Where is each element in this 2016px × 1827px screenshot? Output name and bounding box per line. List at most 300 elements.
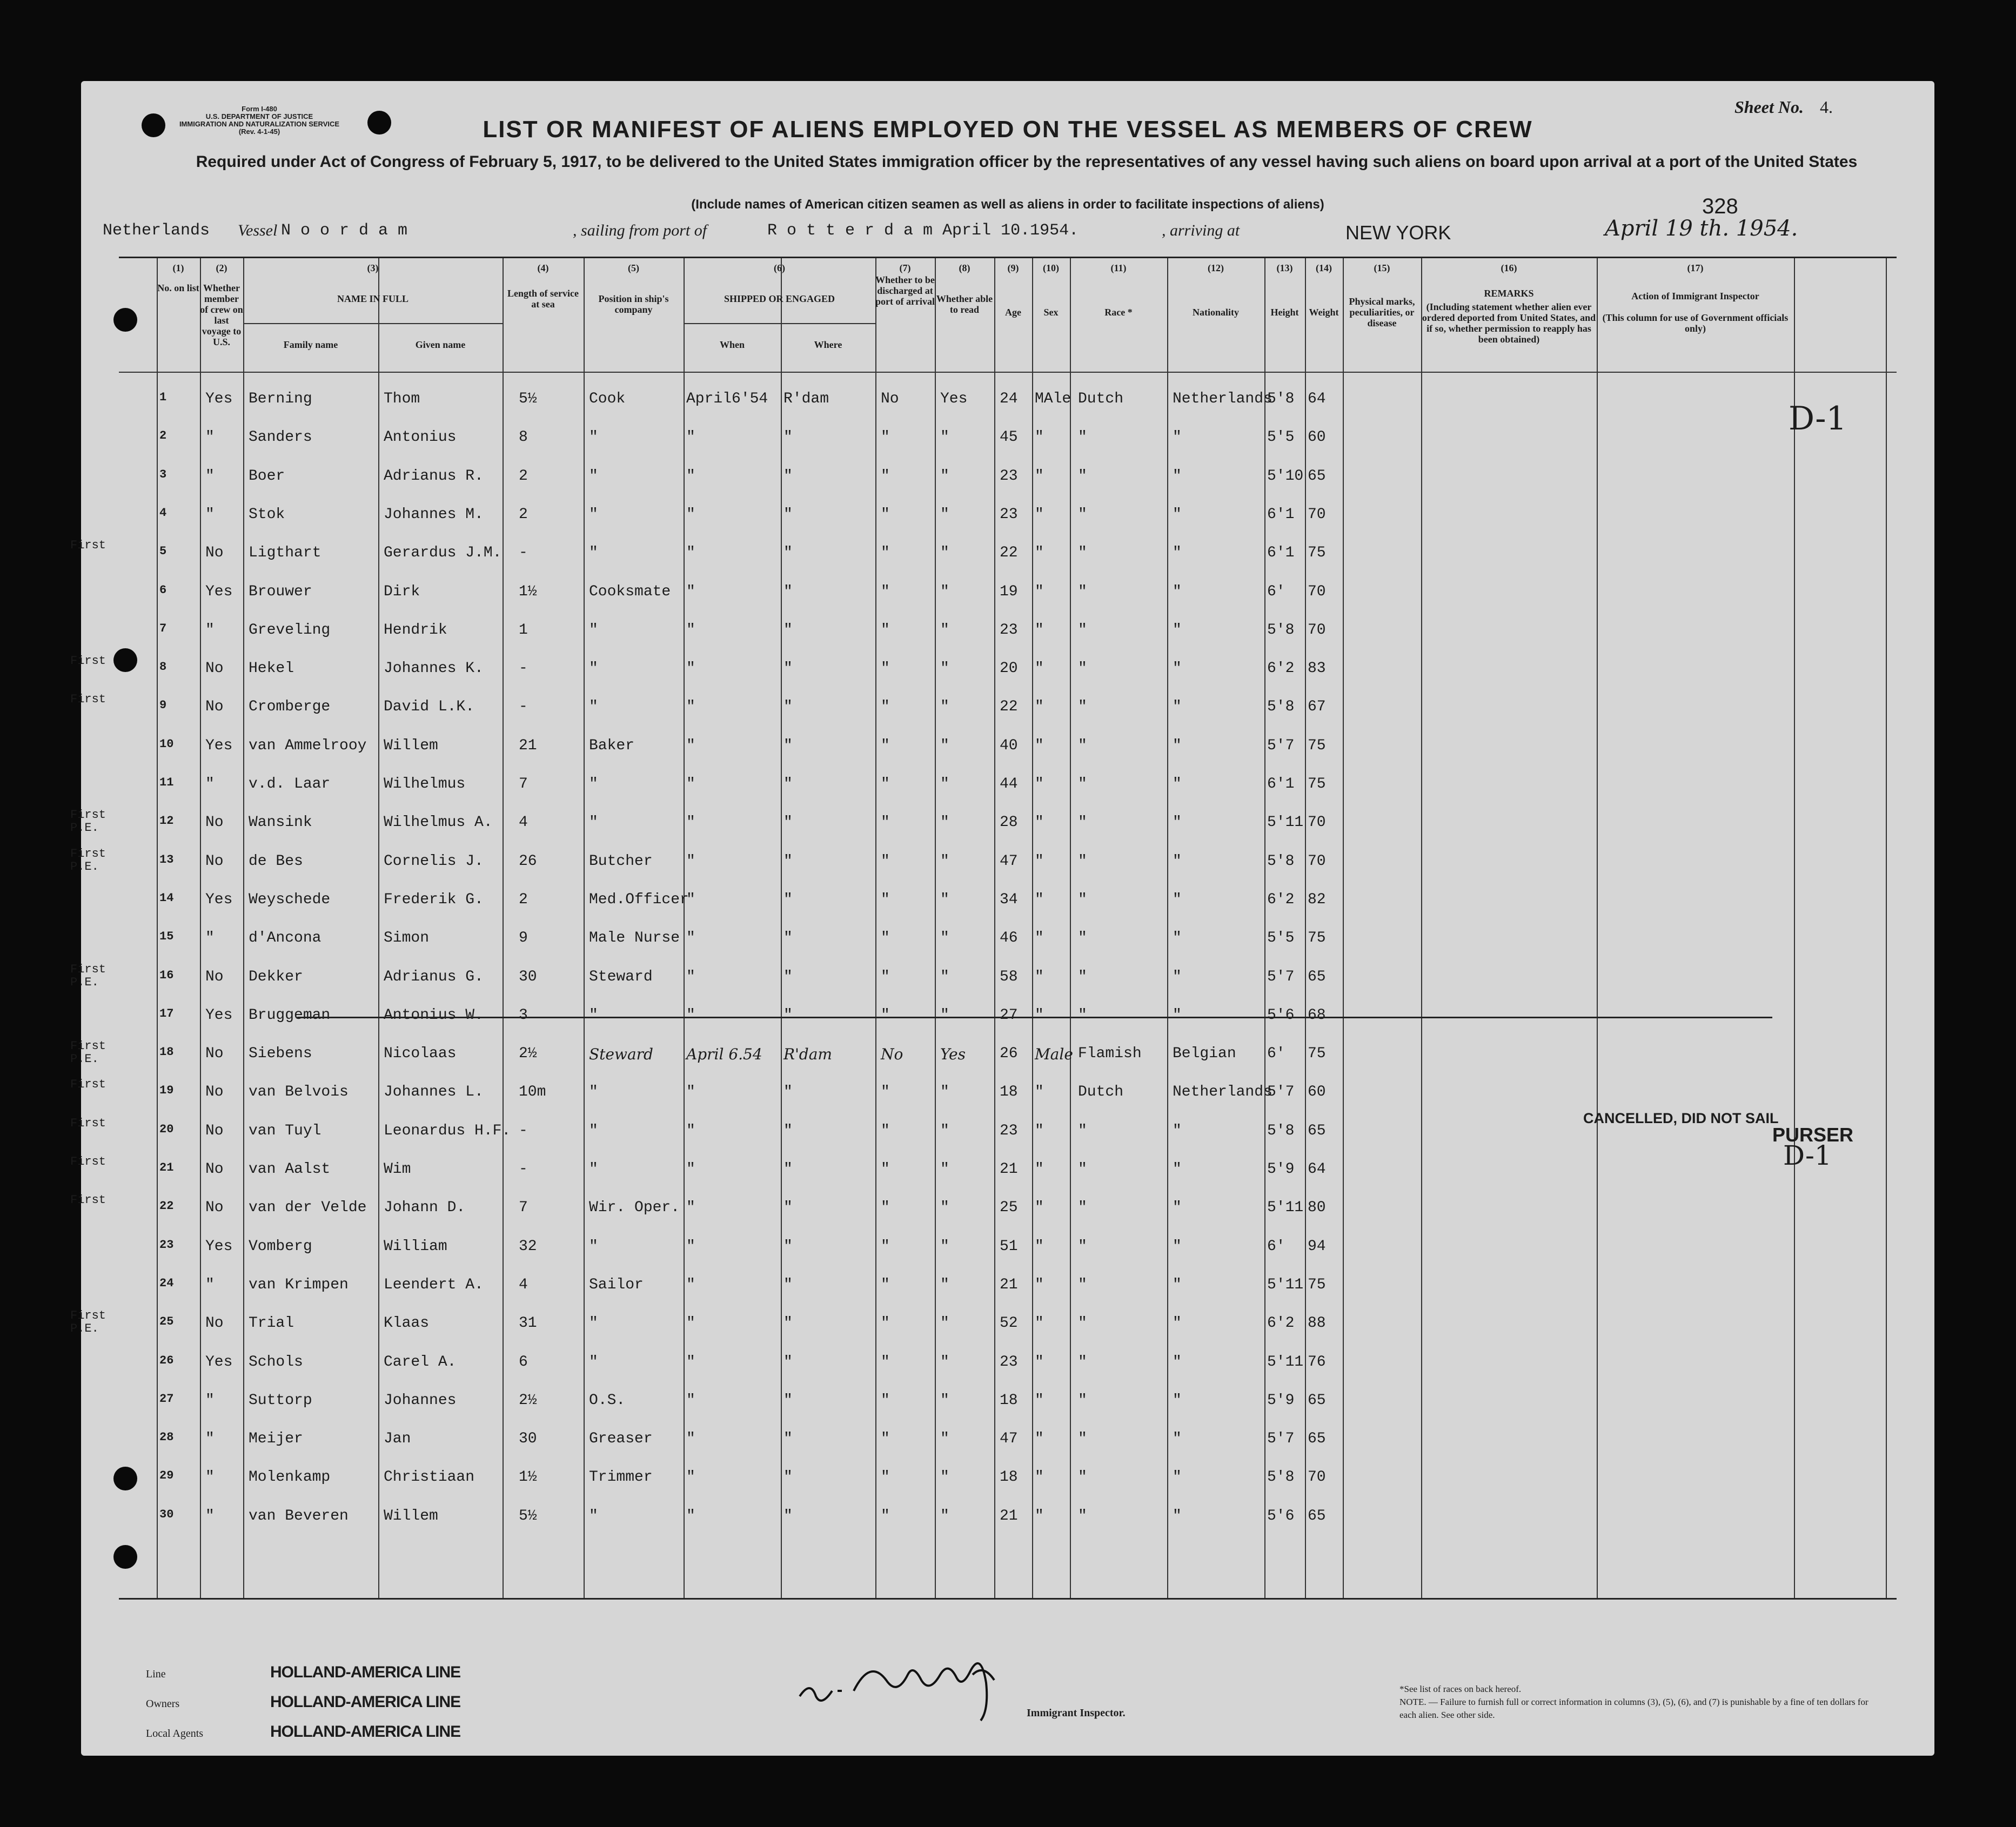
cell-prev: Yes <box>205 737 233 754</box>
cell-service: 2 <box>519 891 528 908</box>
cell-race: " <box>1078 1276 1087 1293</box>
cell-prev: " <box>205 930 215 947</box>
cell-service: 31 <box>519 1315 537 1332</box>
cell-position: " <box>589 545 598 562</box>
cell-given: Willem <box>384 737 438 754</box>
cell-sex: " <box>1035 621 1044 639</box>
cell-where: " <box>783 852 793 870</box>
vessel-label: Vessel <box>238 221 278 239</box>
cell-age: 27 <box>1000 1006 1018 1024</box>
cell-weight: 65 <box>1308 1507 1326 1524</box>
cell-margin: First P.E. <box>70 847 106 874</box>
cell-service: 10m <box>519 1084 546 1101</box>
footer-agents <box>146 1658 460 1748</box>
cell-service: 7 <box>519 776 528 792</box>
cell-race: Dutch <box>1078 391 1124 407</box>
cell-prev: Yes <box>205 1238 233 1255</box>
cell-race: " <box>1078 467 1087 485</box>
cell-position: " <box>589 776 598 792</box>
cell-race: " <box>1078 852 1087 870</box>
cell-prev: No <box>205 1315 224 1332</box>
cell-nat: " <box>1173 737 1182 754</box>
cell-height: 5'7 <box>1267 1430 1295 1448</box>
cell-when: " <box>686 429 695 446</box>
cell-position: " <box>589 1238 598 1255</box>
cell-disch: " <box>881 1084 890 1101</box>
cell-no: 16 <box>159 968 174 982</box>
cell-position: " <box>589 1122 598 1139</box>
cell-margin: First <box>70 539 106 553</box>
cell-no: 13 <box>159 852 174 867</box>
cell-service: 2½ <box>519 1392 537 1409</box>
cell-where: " <box>783 1161 793 1178</box>
cell-disch: No <box>881 1045 903 1064</box>
cell-disch: " <box>881 776 890 792</box>
cell-disch: " <box>881 1006 890 1024</box>
cell-given: Jan <box>384 1430 411 1448</box>
cell-sex: " <box>1035 1276 1044 1293</box>
cell-service: - <box>519 1122 528 1139</box>
cell-age: 18 <box>1000 1469 1018 1486</box>
cell-when: " <box>686 698 695 716</box>
cell-no: 2 <box>159 429 167 443</box>
cell-weight: 64 <box>1308 1161 1326 1178</box>
cell-given: Carel A. <box>384 1353 457 1371</box>
cell-sex: Male <box>1035 1045 1073 1064</box>
cell-sex: " <box>1035 1507 1044 1524</box>
cell-when: " <box>686 1122 695 1139</box>
arrival-port: NEW YORK <box>1345 221 1451 244</box>
header-c15: Physical marks, peculiarities, or disease <box>1349 296 1415 328</box>
cell-disch: " <box>881 930 890 947</box>
cell-family: Vomberg <box>249 1238 312 1255</box>
cell-sex: " <box>1035 660 1044 677</box>
cell-age: 18 <box>1000 1084 1018 1101</box>
arriving-label: , arriving at <box>1162 221 1240 239</box>
cell-where: " <box>783 814 793 831</box>
cell-read: " <box>940 891 949 908</box>
cell-service: 30 <box>519 968 537 985</box>
cell-disch: " <box>881 1161 890 1178</box>
cell-position: " <box>589 1006 598 1024</box>
cell-weight: 88 <box>1308 1315 1326 1332</box>
cell-service: - <box>519 660 528 677</box>
cell-age: 44 <box>1000 776 1018 792</box>
cell-when: " <box>686 1084 695 1101</box>
cell-nat: " <box>1173 467 1182 485</box>
cell-height: 5'6 <box>1267 1006 1295 1024</box>
column-rule <box>1070 258 1071 1598</box>
cell-weight: 64 <box>1308 391 1326 407</box>
cell-sex: " <box>1035 698 1044 716</box>
cell-race: " <box>1078 1161 1087 1178</box>
cell-when: " <box>686 1469 695 1486</box>
cell-weight: 80 <box>1308 1199 1326 1217</box>
cell-where: " <box>783 737 793 754</box>
cell-sex: " <box>1035 776 1044 792</box>
cell-family: Dekker <box>249 968 303 985</box>
header-n11: (11) <box>1110 263 1127 273</box>
header-c16b: (Including statement whether alien ever ordered deported from United States, and if so, whether permission to reapply has been obtained) <box>1422 301 1596 345</box>
header-c3a: Family name <box>283 339 338 350</box>
cell-given: Antonius W. <box>384 1006 484 1024</box>
cell-age: 22 <box>1000 698 1018 716</box>
cell-disch: " <box>881 660 890 677</box>
header-n16: (16) <box>1501 263 1517 273</box>
header-c1: No. on list <box>157 283 199 293</box>
cell-weight: 82 <box>1308 891 1326 908</box>
cell-nat: " <box>1173 1353 1182 1371</box>
crew-table <box>70 257 1897 1600</box>
cell-weight: 83 <box>1308 660 1326 677</box>
cell-read: " <box>940 1238 949 1255</box>
inspector-mark: D-1 <box>1789 400 1847 438</box>
cell-service: 3 <box>519 1006 528 1024</box>
cell-given: Hendrik <box>384 621 447 639</box>
cell-when: " <box>686 930 695 947</box>
cell-read: " <box>940 930 949 947</box>
cell-sex: MAle <box>1035 391 1071 407</box>
cell-weight: 65 <box>1308 1392 1326 1409</box>
cell-disch: " <box>881 545 890 562</box>
cell-no: 6 <box>159 583 167 597</box>
cell-prev: No <box>205 968 224 985</box>
cell-height: 5'11 <box>1267 1199 1304 1217</box>
cell-prev: " <box>205 467 215 485</box>
cell-when: " <box>686 1353 695 1371</box>
cell-prev: " <box>205 621 215 639</box>
cell-prev: No <box>205 1084 224 1101</box>
header-c3: NAME IN FULL <box>337 293 408 304</box>
cell-race: " <box>1078 698 1087 716</box>
cell-no: 10 <box>159 737 174 751</box>
cell-family: Molenkamp <box>249 1469 331 1486</box>
header-c2: Whether member of crew on last voyage to U.S. <box>200 283 243 347</box>
column-rule <box>1305 258 1306 1598</box>
cell-given: Wim <box>384 1161 411 1178</box>
cell-given: Johann D. <box>384 1199 466 1217</box>
header-c17b: (This column for use of Government officials only) <box>1602 312 1789 334</box>
cell-weight: 65 <box>1308 1430 1326 1448</box>
cell-when: " <box>686 737 695 754</box>
cell-race: " <box>1078 583 1087 600</box>
cell-position: Med.Officer <box>589 891 689 908</box>
column-rule <box>1886 258 1887 1598</box>
cell-race: " <box>1078 1199 1087 1217</box>
cell-disch: " <box>881 1469 890 1486</box>
cell-no: 11 <box>159 776 174 789</box>
cell-disch: " <box>881 698 890 716</box>
cell-family: Boer <box>249 467 285 485</box>
cell-when: " <box>686 776 695 792</box>
cell-weight: 75 <box>1308 545 1326 562</box>
column-rule <box>1343 258 1344 1598</box>
cell-family: van Tuyl <box>249 1122 322 1139</box>
cell-nat: " <box>1173 1507 1182 1524</box>
column-rule <box>243 258 244 1598</box>
cell-where: " <box>783 621 793 639</box>
cell-disch: " <box>881 429 890 446</box>
cell-position: " <box>589 429 598 446</box>
cell-family: van Aalst <box>249 1161 331 1178</box>
cell-family: Schols <box>249 1353 303 1371</box>
cell-race: " <box>1078 1353 1087 1371</box>
cell-given: Leendert A. <box>384 1276 484 1293</box>
cell-when: " <box>686 1507 695 1524</box>
cell-disch: " <box>881 583 890 600</box>
cell-prev: No <box>205 1122 224 1139</box>
cell-family: Brouwer <box>249 583 312 600</box>
cell-disch: " <box>881 1122 890 1139</box>
cell-sex: " <box>1035 583 1044 600</box>
inspector-label: Immigrant Inspector. <box>1027 1707 1126 1719</box>
cell-disch: " <box>881 1392 890 1409</box>
cell-position: Cooksmate <box>589 583 671 600</box>
cell-read: " <box>940 1430 949 1448</box>
cell-given: Nicolaas <box>384 1045 457 1063</box>
header-n1: (1) <box>172 263 184 273</box>
cell-where: " <box>783 776 793 792</box>
cell-no: 1 <box>159 391 167 404</box>
inspector-mark: D-1 <box>1783 1140 1832 1171</box>
cell-weight: 94 <box>1308 1238 1326 1255</box>
cell-race: " <box>1078 776 1087 792</box>
cell-given: Simon <box>384 930 430 947</box>
cell-no: 20 <box>159 1122 174 1136</box>
cell-no: 5 <box>159 545 167 559</box>
cell-given: Wilhelmus <box>384 776 466 792</box>
cell-age: 24 <box>1000 391 1018 407</box>
column-rule <box>157 258 158 1598</box>
cell-age: 45 <box>1000 429 1018 446</box>
cell-age: 34 <box>1000 891 1018 908</box>
manifest-sheet <box>70 81 1934 1756</box>
cell-prev: Yes <box>205 1353 233 1371</box>
cell-position: Baker <box>589 737 635 754</box>
cell-nat: " <box>1173 1276 1182 1293</box>
cell-age: 25 <box>1000 1199 1018 1217</box>
cell-sex: " <box>1035 1238 1044 1255</box>
cell-service: 5½ <box>519 391 537 407</box>
cell-age: 20 <box>1000 660 1018 677</box>
cell-margin: First <box>70 1193 106 1207</box>
cell-given: Leonardus H.F. <box>384 1122 511 1139</box>
cell-family: Meijer <box>249 1430 303 1448</box>
cell-disch: No <box>881 391 899 407</box>
cell-margin: First P.E. <box>70 1039 106 1066</box>
cell-race: " <box>1078 891 1087 908</box>
cell-no: 3 <box>159 467 167 481</box>
cell-disch: " <box>881 1238 890 1255</box>
cell-sex: " <box>1035 1199 1044 1217</box>
cell-nat: " <box>1173 1430 1182 1448</box>
cell-age: 51 <box>1000 1238 1018 1255</box>
cell-prev: " <box>205 1469 215 1486</box>
cell-race: " <box>1078 660 1087 677</box>
cell-height: 5'6 <box>1267 1507 1295 1524</box>
cell-no: 21 <box>159 1161 174 1174</box>
cell-where: " <box>783 583 793 600</box>
cell-read: " <box>940 1084 949 1101</box>
cell-position: Steward <box>589 1045 653 1064</box>
cell-margin: First P.E. <box>70 962 106 989</box>
cell-prev: Yes <box>205 583 233 600</box>
cell-margin: First <box>70 693 106 707</box>
header-n3: (3) <box>367 263 379 273</box>
cell-read: " <box>940 506 949 523</box>
header-n4: (4) <box>537 263 549 273</box>
cell-nat: " <box>1173 429 1182 446</box>
cell-service: - <box>519 545 528 562</box>
header-n14: (14) <box>1316 263 1332 273</box>
header-c17: Action of Immigrant Inspector <box>1631 291 1759 301</box>
cell-nat: " <box>1173 968 1182 985</box>
agents-label: Local Agents <box>146 1728 204 1739</box>
cell-height: 5'11 <box>1267 814 1304 831</box>
cell-position: " <box>589 506 598 523</box>
cell-position: " <box>589 467 598 485</box>
cell-sex: " <box>1035 852 1044 870</box>
service: IMMIGRATION AND NATURALIZATION SERVICE <box>179 120 340 128</box>
cell-position: Cook <box>589 391 626 407</box>
cell-age: 23 <box>1000 506 1018 523</box>
cell-nat: " <box>1173 506 1182 523</box>
cell-age: 18 <box>1000 1392 1018 1409</box>
cell-age: 23 <box>1000 621 1018 639</box>
cancelled-note: CANCELLED, DID NOT SAIL <box>1583 1110 1779 1126</box>
cell-margin: First P.E. <box>70 1309 106 1336</box>
cell-when: " <box>686 1238 695 1255</box>
cell-read: " <box>940 1353 949 1371</box>
cell-prev: No <box>205 660 224 677</box>
cell-read: " <box>940 583 949 600</box>
cell-nat: " <box>1173 1199 1182 1217</box>
header-n6: (6) <box>774 263 785 273</box>
cell-service: - <box>519 1161 528 1178</box>
cell-when: " <box>686 660 695 677</box>
cell-service: 1½ <box>519 583 537 600</box>
cell-family: Bruggeman <box>249 1006 331 1024</box>
header-c6: SHIPPED OR ENGAGED <box>724 293 835 304</box>
cell-sex: " <box>1035 891 1044 908</box>
document-title: LIST OR MANIFEST OF ALIENS EMPLOYED ON THE VESSEL AS MEMBERS OF CREW <box>483 116 1533 143</box>
cell-height: 5'8 <box>1267 698 1295 716</box>
header-c6a: When <box>719 339 745 350</box>
cell-weight: 65 <box>1308 1122 1326 1139</box>
cell-where: " <box>783 891 793 908</box>
cell-when: " <box>686 583 695 600</box>
cell-read: " <box>940 467 949 485</box>
cell-sex: " <box>1035 1469 1044 1486</box>
cell-where: " <box>783 1006 793 1024</box>
cell-height: 5'7 <box>1267 1084 1295 1101</box>
cell-weight: 70 <box>1308 1469 1326 1486</box>
cell-where: " <box>783 660 793 677</box>
cell-age: 21 <box>1000 1276 1018 1293</box>
header-c7: Whether to be discharged at port of arrival <box>875 274 935 307</box>
cell-where: R'dam <box>783 1045 832 1064</box>
cell-age: 40 <box>1000 737 1018 754</box>
cell-age: 58 <box>1000 968 1018 985</box>
cell-where: " <box>783 1469 793 1486</box>
cell-disch: " <box>881 1315 890 1332</box>
cell-prev: " <box>205 1392 215 1409</box>
cell-service: 2 <box>519 467 528 485</box>
cell-read: Yes <box>940 391 968 407</box>
cell-sex: " <box>1035 1430 1044 1448</box>
cell-given: Frederik G. <box>384 891 484 908</box>
cell-where: " <box>783 1430 793 1448</box>
cell-read: " <box>940 621 949 639</box>
cell-read: " <box>940 660 949 677</box>
header-c14: Weight <box>1309 307 1339 318</box>
cell-read: " <box>940 814 949 831</box>
cell-where: " <box>783 698 793 716</box>
cell-family: Stok <box>249 506 285 523</box>
cell-nat: Belgian <box>1173 1045 1236 1063</box>
column-rule <box>1264 258 1265 1598</box>
cell-family: Berning <box>249 391 312 407</box>
voyage-line <box>103 216 1907 248</box>
cell-given: Adrianus R. <box>384 467 484 485</box>
header-n2: (2) <box>216 263 227 273</box>
cell-nat: " <box>1173 891 1182 908</box>
column-rule <box>935 258 936 1598</box>
cell-nat: " <box>1173 1315 1182 1332</box>
cell-no: 25 <box>159 1315 174 1329</box>
cell-sex: " <box>1035 1084 1044 1101</box>
cell-family: v.d. Laar <box>249 776 331 792</box>
revision: (Rev. 4-1-45) <box>238 127 280 136</box>
cell-family: van Ammelrooy <box>249 737 367 754</box>
cell-prev: No <box>205 545 224 562</box>
cell-age: 26 <box>1000 1045 1018 1063</box>
cell-height: 6' <box>1267 1045 1285 1063</box>
cell-position: " <box>589 698 598 716</box>
cell-where: " <box>783 1507 793 1524</box>
cell-race: " <box>1078 1315 1087 1332</box>
cell-age: 23 <box>1000 1353 1018 1371</box>
cell-position: Trimmer <box>589 1469 653 1486</box>
cell-family: Trial <box>249 1315 294 1332</box>
cell-read: " <box>940 1315 949 1332</box>
sheet-no-value: 4. <box>1820 97 1833 117</box>
cell-prev: No <box>205 814 224 831</box>
cell-service: - <box>519 698 528 716</box>
sailing-label: , sailing from port of <box>573 221 707 239</box>
cell-service: 1 <box>519 621 528 639</box>
cell-race: Dutch <box>1078 1084 1124 1101</box>
cell-no: 30 <box>159 1507 174 1521</box>
cell-prev: Yes <box>205 391 233 407</box>
cell-disch: " <box>881 1430 890 1448</box>
cell-where: " <box>783 1276 793 1293</box>
cell-race: " <box>1078 1006 1087 1024</box>
cell-disch: " <box>881 1276 890 1293</box>
cell-height: 5'8 <box>1267 852 1295 870</box>
cell-height: 5'8 <box>1267 391 1295 407</box>
cell-weight: 67 <box>1308 698 1326 716</box>
cell-when: " <box>686 1276 695 1293</box>
cell-sex: " <box>1035 467 1044 485</box>
cell-no: 15 <box>159 930 174 944</box>
races-note: *See list of races on back hereof. <box>1399 1684 1522 1694</box>
cell-when: " <box>686 545 695 562</box>
header-n10: (10) <box>1043 263 1059 273</box>
header-rule <box>684 323 875 324</box>
cell-family: van Krimpen <box>249 1276 349 1293</box>
column-rule <box>584 258 585 1598</box>
